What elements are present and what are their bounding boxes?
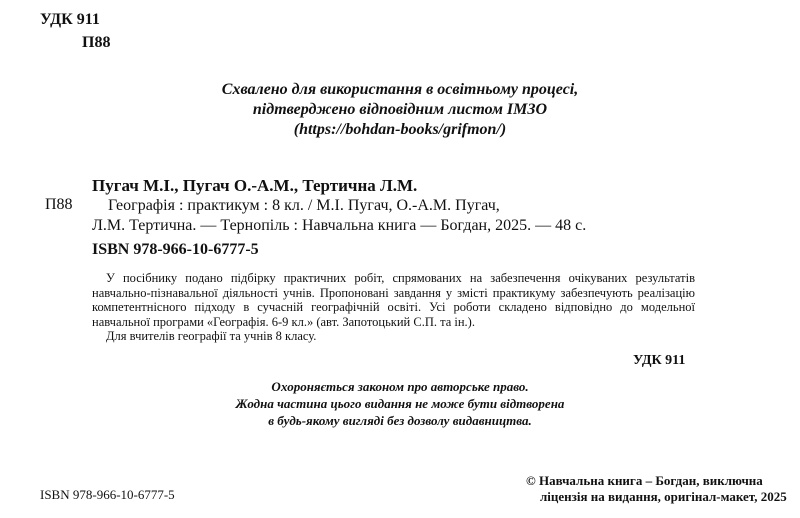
approval-line-1: Схвалено для використання в освітньому процесі,: [221, 81, 579, 98]
isbn-bottom: ISBN 978-966-10-6777-5: [40, 487, 175, 502]
bibliography-line-1: Географія : практикум : 8 кл. / М.І. Пугач, О.-А.М. Пугач,: [108, 197, 500, 214]
bibliography-code: П88: [45, 196, 73, 213]
publisher-line-2: ліцензія на видання, оригінал-макет, 2025: [540, 489, 787, 504]
approval-url: (https://bohdan-books/grifmon/): [293, 121, 507, 138]
annotation-paragraph-2: Для вчителів географії та учнів 8 класу.: [106, 329, 317, 344]
annotation: [92, 271, 695, 344]
udk-label: УДК 911: [40, 11, 100, 28]
udk-right: УДК 911: [633, 353, 686, 368]
authors: Пугач М.І., Пугач О.-А.М., Тертична Л.М.: [92, 176, 418, 195]
approval-line-2: підтверджено відповідним листом ІМЗО: [252, 101, 548, 118]
annotation-paragraph-1: У посібнику подано підбірку практичних робіт, спрямованих на забезпечення очікуваних результатів навчально-пізнавальної діяльності учнів. Пропоновані завдання у змісті практикуму забезпечують реалізацію компетентнісного підходу в сучасній географічній освіті. Усі роботи складено відповідно до модельної навчальної програми «Географія. 6-9 кл.» (авт. Запотоцький С.П. та ін.).: [92, 271, 695, 329]
bibliography-line-2: Л.М. Тертична. — Тернопіль : Навчальна книга — Богдан, 2025. — 48 с.: [92, 217, 587, 234]
copyright-line-2: Жодна частина цього видання не може бути відтворена: [235, 396, 565, 411]
publisher-line-1: © Навчальна книга – Богдан, виключна: [526, 473, 763, 488]
copyright-line-1: Охороняється законом про авторське право.: [271, 379, 529, 394]
author-code: П88: [82, 34, 111, 51]
isbn: ISBN 978-966-10-6777-5: [92, 241, 259, 258]
copyright-line-3: в будь-якому вигляді без дозволу видавництва.: [268, 413, 532, 428]
